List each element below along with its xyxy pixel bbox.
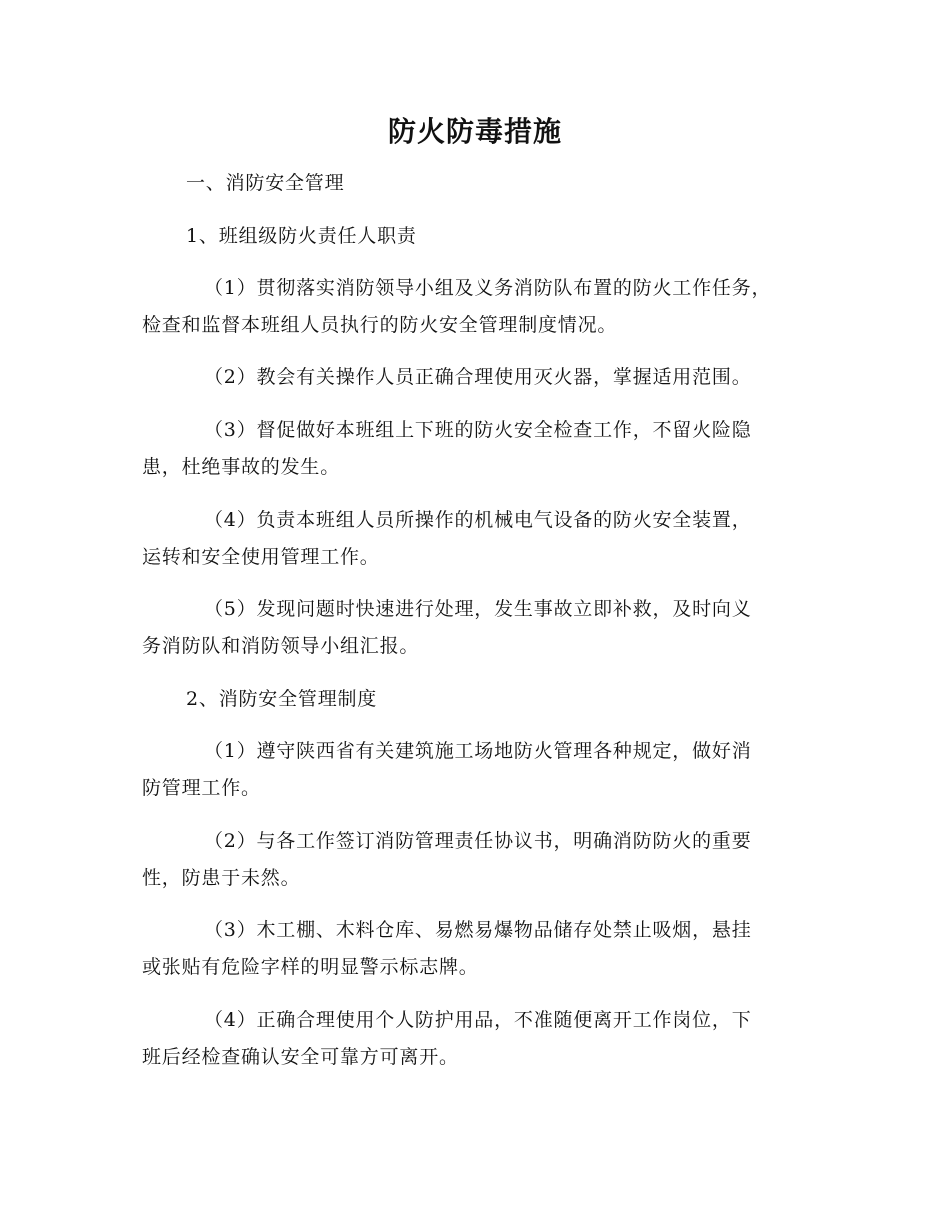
document-title: 防火防毒措施 [387,115,562,148]
paragraph-line: 运转和安全使用管理工作。 [142,546,380,568]
paragraph-line: （2）教会有关操作人员正确合理使用灭火器，掌握适用范围。 [204,366,752,388]
paragraph-line: （2）与各工作签订消防管理责任协议书，明确消防防火的重要 [204,830,752,852]
paragraph-line: 务消防队和消防领导小组汇报。 [142,635,420,657]
paragraph-line: 检查和监督本班组人员执行的防火安全管理制度情况。 [142,314,618,336]
subsection-heading: 1、班组级防火责任人职责 [186,225,417,247]
section-heading: 一、消防安全管理 [186,172,345,194]
paragraph-line: 防管理工作。 [142,777,261,799]
paragraph-line: （4）正确合理使用个人防护用品，不准随便离开工作岗位，下 [204,1009,752,1031]
paragraph-line: 班后经检查确认安全可靠方可离开。 [142,1046,459,1068]
paragraph-line: （3）督促做好本班组上下班的防火安全检查工作，不留火险隐 [204,419,752,441]
paragraph-line: （1）贯彻落实消防领导小组及义务消防队布置的防火工作任务， [204,277,772,299]
paragraph-line: 或张贴有危险字样的明显警示标志牌。 [142,956,479,978]
paragraph-line: （5）发现问题时快速进行处理，发生事故立即补救，及时向义 [204,598,752,620]
subsection-heading: 2、消防安全管理制度 [186,688,378,710]
paragraph-line: （3）木工棚、木料仓库、易燃易爆物品储存处禁止吸烟，悬挂 [204,919,752,941]
paragraph-line: 患，杜绝事故的发生。 [142,456,341,478]
paragraph-line: 性，防患于未然。 [142,867,301,889]
paragraph-line: （4）负责本班组人员所操作的机械电气设备的防火安全装置， [204,509,752,531]
paragraph-line: （1）遵守陕西省有关建筑施工场地防火管理各种规定，做好消 [204,740,752,762]
